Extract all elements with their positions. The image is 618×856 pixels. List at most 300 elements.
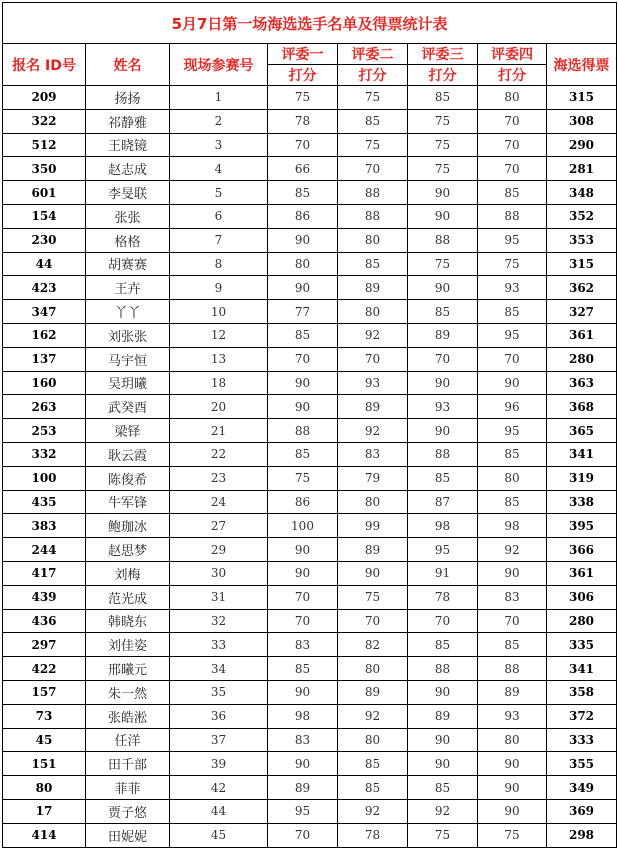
table-row — [3, 609, 617, 633]
cell-total-votes: 361 — [547, 561, 617, 585]
cell-judge-4-score: 93 — [478, 704, 547, 728]
cell-registration-id: 512 — [3, 133, 86, 157]
table-row — [3, 657, 617, 681]
header-judge-4: 评委四 — [478, 44, 547, 65]
cell-judge-3-score: 89 — [408, 323, 478, 347]
cell-judge-2-score: 92 — [338, 419, 408, 443]
cell-judge-3-score: 85 — [408, 300, 478, 324]
table-row — [3, 704, 617, 728]
cell-total-votes: 327 — [547, 300, 617, 324]
cell-name: 丫丫 — [86, 300, 170, 324]
cell-judge-4-score: 90 — [478, 799, 547, 823]
cell-name: 田妮妮 — [86, 823, 170, 847]
cell-judge-1-score: 80 — [268, 252, 338, 276]
cell-judge-2-score: 92 — [338, 799, 408, 823]
cell-judge-3-score: 70 — [408, 609, 478, 633]
table-row — [3, 561, 617, 585]
cell-seat-number: 31 — [170, 585, 268, 609]
cell-total-votes: 366 — [547, 538, 617, 562]
cell-total-votes: 341 — [547, 657, 617, 681]
cell-judge-1-score: 90 — [268, 561, 338, 585]
cell-seat-number: 36 — [170, 704, 268, 728]
cell-total-votes: 280 — [547, 347, 617, 371]
cell-total-votes: 281 — [547, 157, 617, 181]
table-row — [3, 252, 617, 276]
table-row — [3, 466, 617, 490]
cell-total-votes: 355 — [547, 752, 617, 776]
cell-name: 张皓淞 — [86, 704, 170, 728]
table-row — [3, 633, 617, 657]
cell-judge-3-score: 85 — [408, 776, 478, 800]
cell-seat-number: 5 — [170, 181, 268, 205]
cell-judge-1-score: 95 — [268, 799, 338, 823]
cell-name: 胡赛赛 — [86, 252, 170, 276]
cell-judge-3-score: 88 — [408, 657, 478, 681]
cell-judge-3-score: 90 — [408, 728, 478, 752]
cell-judge-4-score: 70 — [478, 347, 547, 371]
table-row — [3, 181, 617, 205]
cell-seat-number: 3 — [170, 133, 268, 157]
table-row — [3, 204, 617, 228]
cell-name: 牛军锋 — [86, 490, 170, 514]
cell-name: 刘佳姿 — [86, 633, 170, 657]
cell-judge-3-score: 90 — [408, 419, 478, 443]
cell-judge-3-score: 90 — [408, 204, 478, 228]
cell-name: 梁铎 — [86, 419, 170, 443]
cell-judge-4-score: 85 — [478, 633, 547, 657]
cell-name: 田千部 — [86, 752, 170, 776]
cell-judge-4-score: 70 — [478, 157, 547, 181]
cell-judge-4-score: 70 — [478, 609, 547, 633]
cell-name: 耿云霞 — [86, 442, 170, 466]
table-row — [3, 86, 617, 110]
cell-registration-id: 350 — [3, 157, 86, 181]
cell-registration-id: 422 — [3, 657, 86, 681]
cell-total-votes: 369 — [547, 799, 617, 823]
cell-judge-1-score: 90 — [268, 371, 338, 395]
cell-seat-number: 2 — [170, 109, 268, 133]
cell-total-votes: 298 — [547, 823, 617, 847]
cell-total-votes: 290 — [547, 133, 617, 157]
table-row — [3, 133, 617, 157]
cell-judge-2-score: 99 — [338, 514, 408, 538]
cell-registration-id: 383 — [3, 514, 86, 538]
cell-registration-id: 436 — [3, 609, 86, 633]
cell-judge-1-score: 78 — [268, 109, 338, 133]
cell-registration-id: 601 — [3, 181, 86, 205]
header-judge-1-score: 打分 — [268, 65, 338, 86]
cell-total-votes: 368 — [547, 395, 617, 419]
cell-registration-id: 439 — [3, 585, 86, 609]
table-title: 5月7日第一场海选选手名单及得票统计表 — [3, 3, 617, 44]
cell-judge-2-score: 75 — [338, 86, 408, 110]
cell-total-votes: 361 — [547, 323, 617, 347]
cell-name: 陈俊希 — [86, 466, 170, 490]
cell-judge-2-score: 80 — [338, 228, 408, 252]
cell-registration-id: 417 — [3, 561, 86, 585]
cell-total-votes: 362 — [547, 276, 617, 300]
cell-registration-id: 80 — [3, 776, 86, 800]
cell-seat-number: 27 — [170, 514, 268, 538]
cell-judge-4-score: 80 — [478, 86, 547, 110]
cell-judge-4-score: 88 — [478, 657, 547, 681]
cell-judge-4-score: 85 — [478, 442, 547, 466]
cell-seat-number: 32 — [170, 609, 268, 633]
cell-judge-1-score: 90 — [268, 680, 338, 704]
cell-total-votes: 306 — [547, 585, 617, 609]
cell-seat-number: 10 — [170, 300, 268, 324]
cell-judge-3-score: 88 — [408, 442, 478, 466]
table-row — [3, 300, 617, 324]
cell-seat-number: 6 — [170, 204, 268, 228]
cell-judge-2-score: 90 — [338, 561, 408, 585]
cell-total-votes: 395 — [547, 514, 617, 538]
cell-judge-2-score: 85 — [338, 776, 408, 800]
cell-registration-id: 230 — [3, 228, 86, 252]
cell-registration-id: 162 — [3, 323, 86, 347]
cell-seat-number: 13 — [170, 347, 268, 371]
cell-judge-4-score: 90 — [478, 776, 547, 800]
cell-registration-id: 297 — [3, 633, 86, 657]
cell-total-votes: 353 — [547, 228, 617, 252]
table-row — [3, 347, 617, 371]
cell-name: 张张 — [86, 204, 170, 228]
cell-judge-1-score: 83 — [268, 633, 338, 657]
cell-judge-4-score: 88 — [478, 204, 547, 228]
cell-judge-1-score: 85 — [268, 323, 338, 347]
cell-judge-2-score: 80 — [338, 490, 408, 514]
table-row — [3, 323, 617, 347]
cell-judge-3-score: 89 — [408, 704, 478, 728]
cell-judge-1-score: 70 — [268, 585, 338, 609]
cell-judge-3-score: 75 — [408, 133, 478, 157]
cell-judge-4-score: 98 — [478, 514, 547, 538]
table-row — [3, 490, 617, 514]
cell-name: 王卉 — [86, 276, 170, 300]
cell-judge-1-score: 75 — [268, 466, 338, 490]
cell-judge-1-score: 90 — [268, 395, 338, 419]
cell-judge-3-score: 75 — [408, 252, 478, 276]
cell-registration-id: 244 — [3, 538, 86, 562]
header-total-votes: 海选得票 — [547, 44, 617, 86]
cell-registration-id: 253 — [3, 419, 86, 443]
cell-name: 贾子悠 — [86, 799, 170, 823]
cell-total-votes: 319 — [547, 466, 617, 490]
cell-judge-3-score: 75 — [408, 109, 478, 133]
table-row — [3, 157, 617, 181]
cell-judge-4-score: 93 — [478, 276, 547, 300]
cell-total-votes: 365 — [547, 419, 617, 443]
cell-registration-id: 100 — [3, 466, 86, 490]
cell-judge-1-score: 85 — [268, 442, 338, 466]
cell-seat-number: 30 — [170, 561, 268, 585]
cell-registration-id: 157 — [3, 680, 86, 704]
cell-judge-1-score: 90 — [268, 752, 338, 776]
cell-seat-number: 45 — [170, 823, 268, 847]
cell-judge-4-score: 75 — [478, 823, 547, 847]
cell-judge-2-score: 88 — [338, 181, 408, 205]
table-row — [3, 276, 617, 300]
cell-judge-3-score: 90 — [408, 752, 478, 776]
cell-name: 李旻联 — [86, 181, 170, 205]
cell-judge-2-score: 85 — [338, 252, 408, 276]
cell-total-votes: 363 — [547, 371, 617, 395]
cell-judge-4-score: 95 — [478, 323, 547, 347]
cell-registration-id: 435 — [3, 490, 86, 514]
cell-judge-4-score: 90 — [478, 371, 547, 395]
cell-judge-3-score: 85 — [408, 86, 478, 110]
cell-judge-4-score: 89 — [478, 680, 547, 704]
cell-seat-number: 18 — [170, 371, 268, 395]
cell-registration-id: 423 — [3, 276, 86, 300]
cell-seat-number: 39 — [170, 752, 268, 776]
table-row — [3, 799, 617, 823]
cell-name: 王晓镜 — [86, 133, 170, 157]
cell-judge-4-score: 70 — [478, 133, 547, 157]
cell-name: 马宇恒 — [86, 347, 170, 371]
cell-judge-4-score: 96 — [478, 395, 547, 419]
cell-registration-id: 209 — [3, 86, 86, 110]
cell-seat-number: 8 — [170, 252, 268, 276]
cell-judge-1-score: 70 — [268, 133, 338, 157]
cell-seat-number: 35 — [170, 680, 268, 704]
cell-seat-number: 9 — [170, 276, 268, 300]
cell-registration-id: 332 — [3, 442, 86, 466]
cell-name: 祁静雅 — [86, 109, 170, 133]
table-row — [3, 680, 617, 704]
header-judge-2-score: 打分 — [338, 65, 408, 86]
cell-total-votes: 280 — [547, 609, 617, 633]
cell-total-votes: 308 — [547, 109, 617, 133]
cell-judge-2-score: 70 — [338, 347, 408, 371]
cell-total-votes: 358 — [547, 680, 617, 704]
cell-judge-3-score: 85 — [408, 466, 478, 490]
table-row — [3, 419, 617, 443]
cell-name: 菲菲 — [86, 776, 170, 800]
cell-total-votes: 352 — [547, 204, 617, 228]
cell-judge-1-score: 90 — [268, 228, 338, 252]
cell-total-votes: 348 — [547, 181, 617, 205]
cell-judge-4-score: 70 — [478, 109, 547, 133]
cell-judge-4-score: 90 — [478, 561, 547, 585]
cell-name: 扬扬 — [86, 86, 170, 110]
cell-judge-4-score: 75 — [478, 252, 547, 276]
header-name: 姓名 — [86, 44, 170, 86]
table-row — [3, 538, 617, 562]
cell-registration-id: 151 — [3, 752, 86, 776]
cell-judge-2-score: 79 — [338, 466, 408, 490]
cell-registration-id: 44 — [3, 252, 86, 276]
header-seat-number: 现场参赛号 — [170, 44, 268, 86]
cell-judge-3-score: 70 — [408, 347, 478, 371]
cell-judge-1-score: 86 — [268, 490, 338, 514]
cell-judge-2-score: 92 — [338, 704, 408, 728]
cell-registration-id: 137 — [3, 347, 86, 371]
cell-judge-2-score: 70 — [338, 609, 408, 633]
cell-judge-2-score: 80 — [338, 728, 408, 752]
cell-judge-3-score: 98 — [408, 514, 478, 538]
cell-judge-3-score: 93 — [408, 395, 478, 419]
cell-total-votes: 335 — [547, 633, 617, 657]
cell-judge-3-score: 90 — [408, 371, 478, 395]
cell-seat-number: 22 — [170, 442, 268, 466]
cell-total-votes: 315 — [547, 86, 617, 110]
cell-name: 韩晓东 — [86, 609, 170, 633]
cell-judge-4-score: 95 — [478, 228, 547, 252]
cell-judge-2-score: 88 — [338, 204, 408, 228]
cell-judge-4-score: 83 — [478, 585, 547, 609]
cell-judge-2-score: 92 — [338, 323, 408, 347]
cell-judge-1-score: 70 — [268, 823, 338, 847]
cell-total-votes: 315 — [547, 252, 617, 276]
cell-registration-id: 73 — [3, 704, 86, 728]
cell-judge-1-score: 83 — [268, 728, 338, 752]
cell-judge-2-score: 80 — [338, 657, 408, 681]
cell-judge-2-score: 75 — [338, 133, 408, 157]
cell-judge-2-score: 83 — [338, 442, 408, 466]
cell-registration-id: 414 — [3, 823, 86, 847]
cell-judge-1-score: 70 — [268, 347, 338, 371]
cell-seat-number: 33 — [170, 633, 268, 657]
cell-name: 武癸酉 — [86, 395, 170, 419]
cell-total-votes: 338 — [547, 490, 617, 514]
cell-judge-3-score: 75 — [408, 823, 478, 847]
cell-judge-1-score: 85 — [268, 657, 338, 681]
cell-judge-4-score: 85 — [478, 490, 547, 514]
cell-judge-3-score: 90 — [408, 680, 478, 704]
cell-judge-1-score: 98 — [268, 704, 338, 728]
cell-seat-number: 42 — [170, 776, 268, 800]
contestant-table — [2, 2, 617, 848]
cell-registration-id: 17 — [3, 799, 86, 823]
cell-judge-3-score: 75 — [408, 157, 478, 181]
cell-judge-3-score: 87 — [408, 490, 478, 514]
cell-judge-3-score: 90 — [408, 276, 478, 300]
cell-judge-2-score: 89 — [338, 276, 408, 300]
table-row — [3, 514, 617, 538]
cell-seat-number: 23 — [170, 466, 268, 490]
table-row — [3, 585, 617, 609]
cell-judge-2-score: 89 — [338, 538, 408, 562]
table-row — [3, 752, 617, 776]
cell-name: 刘梅 — [86, 561, 170, 585]
cell-total-votes: 341 — [547, 442, 617, 466]
cell-registration-id: 322 — [3, 109, 86, 133]
cell-seat-number: 21 — [170, 419, 268, 443]
cell-judge-1-score: 85 — [268, 181, 338, 205]
cell-judge-2-score: 70 — [338, 157, 408, 181]
cell-judge-1-score: 90 — [268, 538, 338, 562]
table-row — [3, 371, 617, 395]
cell-judge-2-score: 80 — [338, 300, 408, 324]
cell-seat-number: 7 — [170, 228, 268, 252]
header-judge-3-score: 打分 — [408, 65, 478, 86]
table-body — [3, 86, 617, 848]
cell-name: 吴玥曦 — [86, 371, 170, 395]
cell-judge-1-score: 90 — [268, 276, 338, 300]
cell-judge-2-score: 85 — [338, 109, 408, 133]
cell-name: 格格 — [86, 228, 170, 252]
cell-seat-number: 4 — [170, 157, 268, 181]
cell-name: 邢曦元 — [86, 657, 170, 681]
cell-judge-2-score: 89 — [338, 680, 408, 704]
header-judge-4-score: 打分 — [478, 65, 547, 86]
table-row — [3, 776, 617, 800]
table-row — [3, 228, 617, 252]
table-row — [3, 109, 617, 133]
table-row — [3, 728, 617, 752]
cell-total-votes: 333 — [547, 728, 617, 752]
table-row — [3, 395, 617, 419]
cell-judge-4-score: 95 — [478, 419, 547, 443]
cell-judge-3-score: 88 — [408, 228, 478, 252]
cell-judge-1-score: 77 — [268, 300, 338, 324]
cell-judge-1-score: 88 — [268, 419, 338, 443]
table-row — [3, 442, 617, 466]
cell-judge-4-score: 85 — [478, 181, 547, 205]
cell-judge-4-score: 80 — [478, 466, 547, 490]
cell-judge-2-score: 82 — [338, 633, 408, 657]
cell-total-votes: 349 — [547, 776, 617, 800]
cell-registration-id: 263 — [3, 395, 86, 419]
cell-judge-3-score: 95 — [408, 538, 478, 562]
cell-judge-3-score: 91 — [408, 561, 478, 585]
cell-judge-4-score: 85 — [478, 300, 547, 324]
cell-judge-1-score: 100 — [268, 514, 338, 538]
cell-seat-number: 20 — [170, 395, 268, 419]
cell-judge-4-score: 80 — [478, 728, 547, 752]
cell-name: 赵志成 — [86, 157, 170, 181]
cell-name: 朱一然 — [86, 680, 170, 704]
cell-registration-id: 154 — [3, 204, 86, 228]
cell-judge-2-score: 93 — [338, 371, 408, 395]
cell-registration-id: 160 — [3, 371, 86, 395]
cell-registration-id: 347 — [3, 300, 86, 324]
cell-name: 鲍珈冰 — [86, 514, 170, 538]
cell-name: 任洋 — [86, 728, 170, 752]
cell-judge-2-score: 78 — [338, 823, 408, 847]
cell-seat-number: 34 — [170, 657, 268, 681]
header-judge-3: 评委三 — [408, 44, 478, 65]
cell-registration-id: 45 — [3, 728, 86, 752]
vote-statistics-sheet — [2, 2, 616, 854]
cell-judge-2-score: 89 — [338, 395, 408, 419]
cell-judge-1-score: 66 — [268, 157, 338, 181]
header-judge-2: 评委二 — [338, 44, 408, 65]
cell-total-votes: 372 — [547, 704, 617, 728]
cell-seat-number: 44 — [170, 799, 268, 823]
cell-judge-4-score: 92 — [478, 538, 547, 562]
cell-name: 范光成 — [86, 585, 170, 609]
cell-seat-number: 29 — [170, 538, 268, 562]
cell-judge-2-score: 75 — [338, 585, 408, 609]
cell-name: 刘张张 — [86, 323, 170, 347]
cell-judge-4-score: 90 — [478, 752, 547, 776]
table-row — [3, 823, 617, 847]
cell-judge-1-score: 89 — [268, 776, 338, 800]
cell-seat-number: 1 — [170, 86, 268, 110]
cell-seat-number: 12 — [170, 323, 268, 347]
cell-judge-1-score: 70 — [268, 609, 338, 633]
cell-judge-2-score: 85 — [338, 752, 408, 776]
cell-judge-3-score: 78 — [408, 585, 478, 609]
cell-seat-number: 24 — [170, 490, 268, 514]
header-registration-id: 报名 ID号 — [3, 44, 86, 86]
cell-judge-1-score: 75 — [268, 86, 338, 110]
cell-judge-3-score: 90 — [408, 181, 478, 205]
cell-name: 赵思梦 — [86, 538, 170, 562]
cell-seat-number: 37 — [170, 728, 268, 752]
